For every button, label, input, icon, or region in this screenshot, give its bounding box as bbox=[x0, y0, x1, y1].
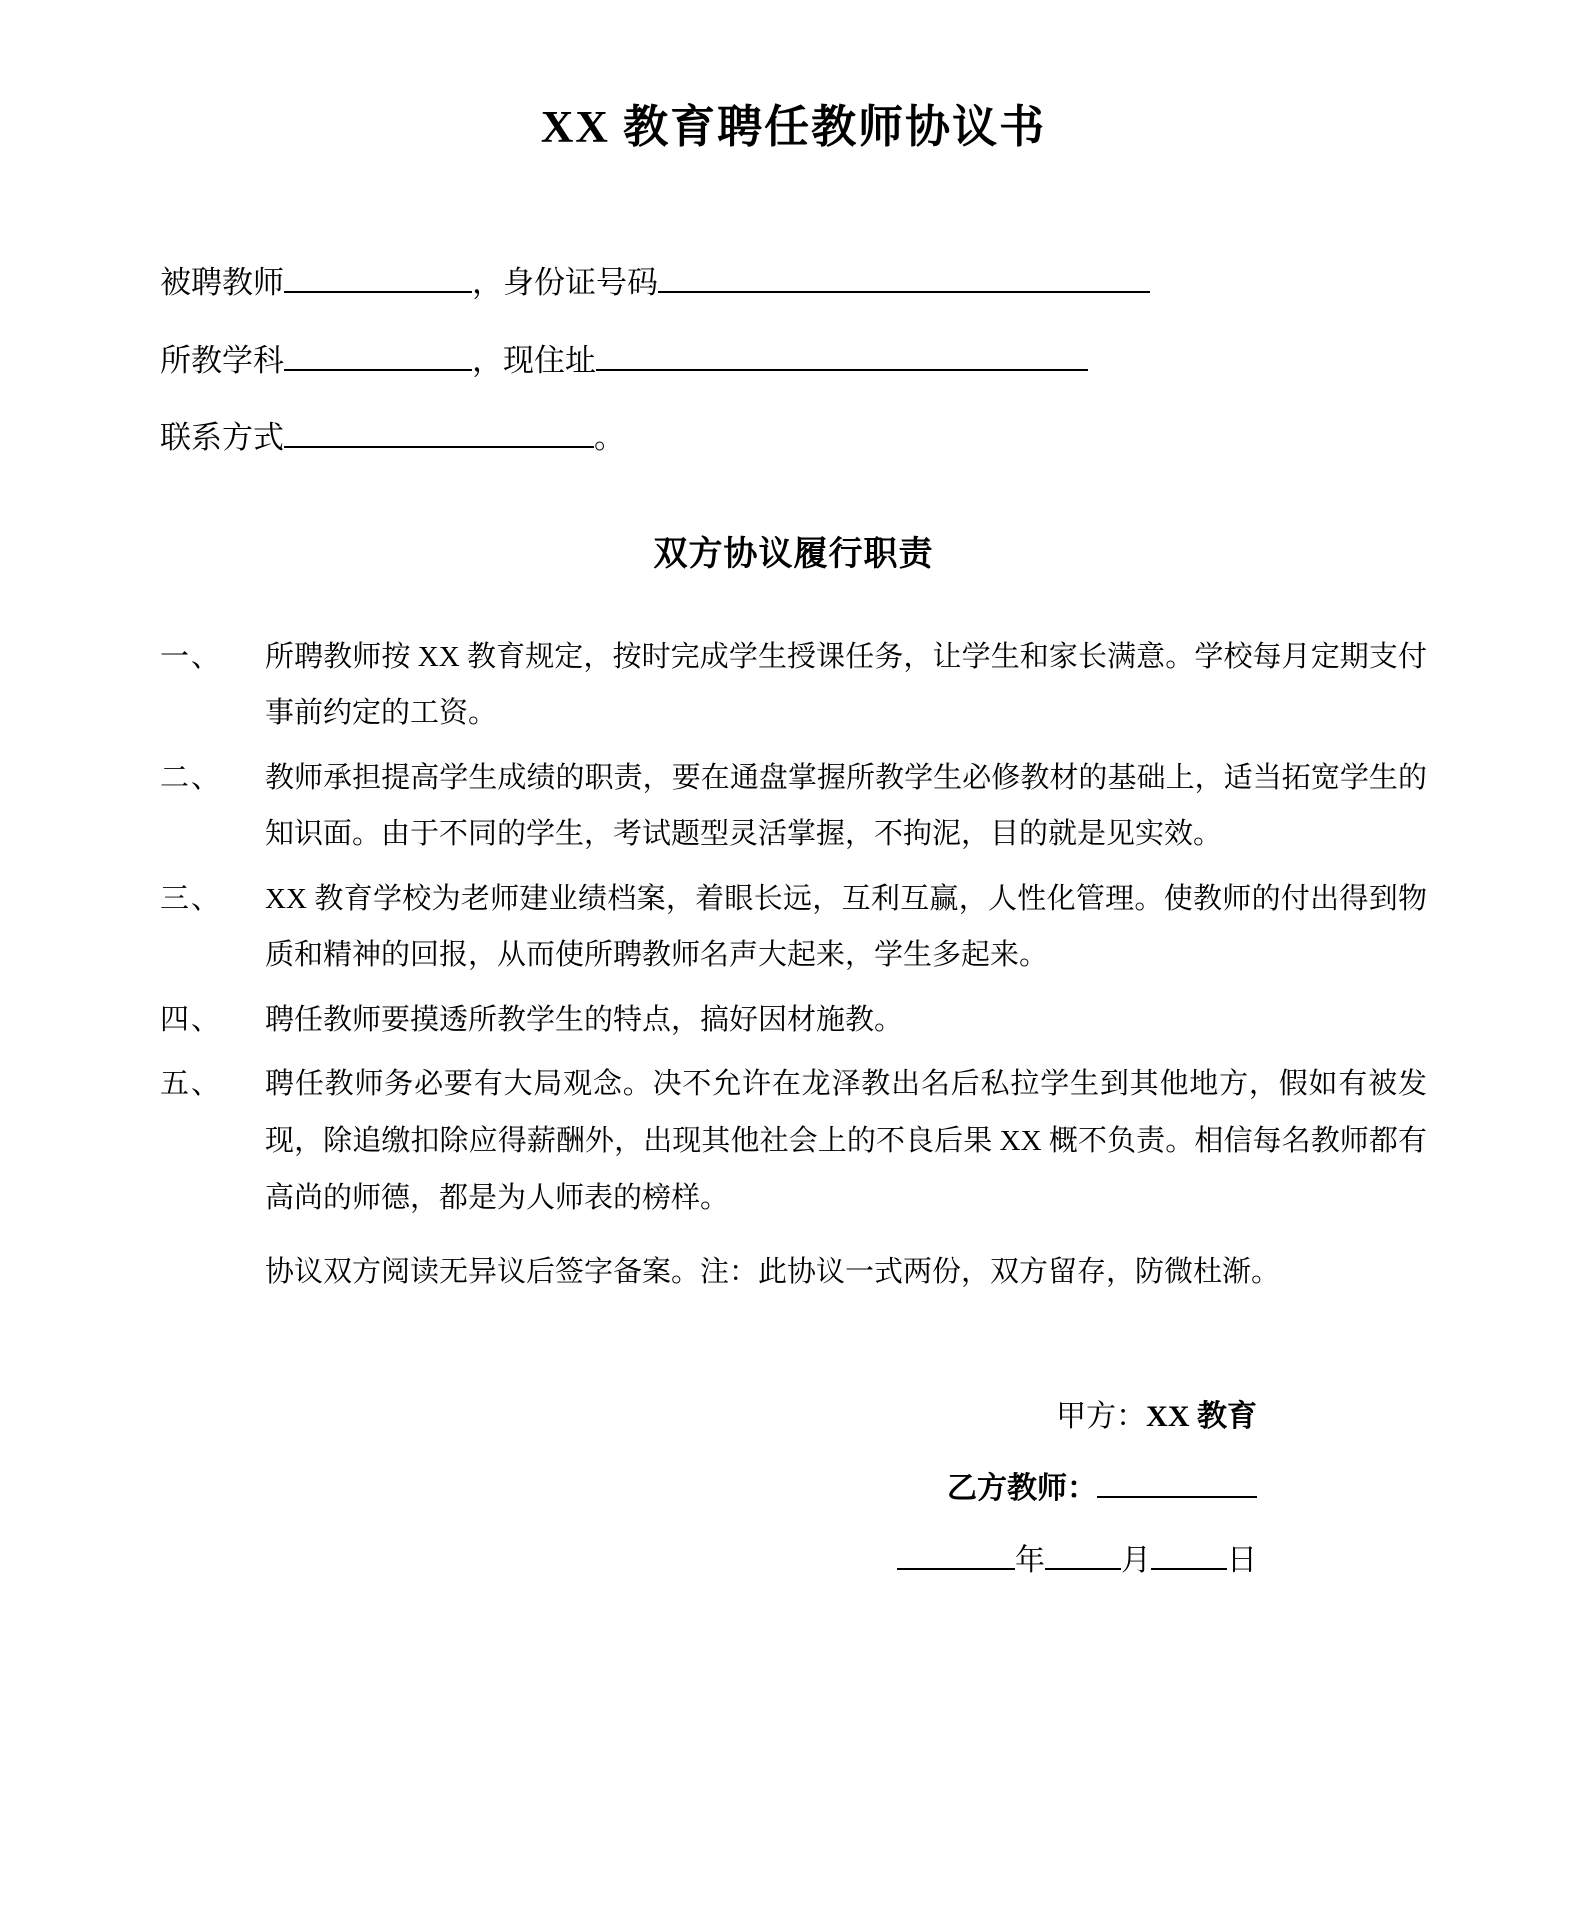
clause-number: 一、 bbox=[160, 640, 223, 673]
address-field[interactable] bbox=[596, 339, 1088, 371]
closing-note: 协议双方阅读无异议后签字备案。注：此协议一式两份，双方留存，防微杜渐。 bbox=[265, 1256, 1281, 1289]
clause-text: 所聘教师按 XX 教育规定，按时完成学生授课任务，让学生和家长满意。学校每月定期支付事前约定的工资。 bbox=[265, 640, 1427, 730]
party-info-line-1 bbox=[160, 251, 1427, 315]
party-info-block bbox=[160, 251, 1427, 470]
clause-item bbox=[160, 750, 1427, 863]
party-info-line-3 bbox=[160, 406, 1427, 470]
clause-item bbox=[160, 871, 1427, 984]
party-b-label: 乙方教师： bbox=[947, 1471, 1097, 1505]
date-year-field[interactable] bbox=[897, 1540, 1015, 1570]
separator-comma-2: ， bbox=[472, 342, 503, 378]
party-a-label: 甲方： bbox=[1056, 1399, 1147, 1433]
date-month-field[interactable] bbox=[1045, 1540, 1121, 1570]
clause-text: 教师承担提高学生成绩的职责，要在通盘掌握所教学生必修教材的基础上，适当拓宽学生的知识面。由于不同的学生，考试题型灵活掌握，不拘泥，目的就是见实效。 bbox=[265, 761, 1427, 851]
clause-text: XX 教育学校为老师建业绩档案，着眼长远，互利互赢，人性化管理。使教师的付出得到物质和精神的回报，从而使所聘教师名声大起来，学生多起来。 bbox=[265, 882, 1427, 972]
page-title: XX 教育聘任教师协议书 bbox=[540, 102, 1047, 152]
teacher-name-label: 被聘教师 bbox=[160, 265, 284, 300]
date-day-label: 日 bbox=[1227, 1543, 1257, 1577]
clause-number: 五、 bbox=[160, 1068, 223, 1101]
date-year-label: 年 bbox=[1015, 1543, 1045, 1577]
date-month-label: 月 bbox=[1121, 1543, 1151, 1577]
id-number-field[interactable] bbox=[658, 261, 1150, 293]
subject-field[interactable] bbox=[284, 339, 472, 371]
date-line bbox=[160, 1525, 1257, 1597]
signature-block bbox=[160, 1381, 1427, 1597]
contact-field[interactable] bbox=[284, 416, 594, 448]
party-a-value: XX 教育 bbox=[1146, 1399, 1257, 1433]
clause-number: 三、 bbox=[160, 882, 223, 915]
clause-number: 二、 bbox=[160, 761, 223, 794]
clause-text: 聘任教师要摸透所教学生的特点，搞好因材施教。 bbox=[265, 1003, 904, 1036]
party-b-signature-field[interactable] bbox=[1097, 1468, 1257, 1498]
party-a-line bbox=[160, 1381, 1257, 1453]
party-b-line bbox=[160, 1453, 1257, 1525]
id-number-label: 身份证号码 bbox=[503, 265, 658, 300]
clause-item bbox=[160, 629, 1427, 742]
contact-label: 联系方式 bbox=[160, 420, 284, 456]
period-mark: 。 bbox=[594, 420, 625, 456]
clause-item bbox=[160, 992, 1427, 1049]
section-title: 双方协议履行职责 bbox=[653, 535, 934, 573]
teacher-name-field[interactable] bbox=[284, 261, 472, 293]
separator-comma-1: ， bbox=[472, 265, 503, 300]
subject-label: 所教学科 bbox=[160, 342, 284, 378]
party-info-line-2 bbox=[160, 329, 1427, 393]
clause-number: 四、 bbox=[160, 1003, 223, 1036]
clause-item bbox=[160, 1056, 1427, 1226]
date-day-field[interactable] bbox=[1151, 1540, 1227, 1570]
clause-text: 聘任教师务必要有大局观念。决不允许在龙泽教出名后私拉学生到其他地方，假如有被发现，除追缴扣除应得薪酬外，出现其他社会上的不良后果 XX 概不负责。相信每名教师都有高尚的师德，都是为人师表的榜样。 bbox=[265, 1068, 1427, 1214]
clause-list bbox=[160, 629, 1427, 1301]
address-label: 现住址 bbox=[503, 342, 596, 378]
